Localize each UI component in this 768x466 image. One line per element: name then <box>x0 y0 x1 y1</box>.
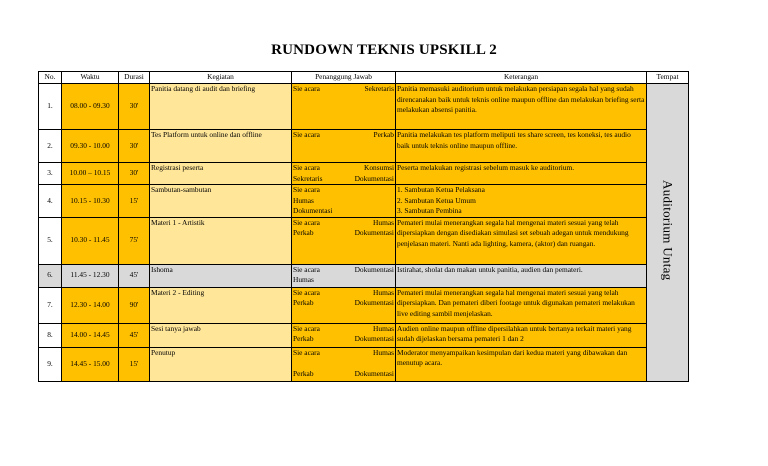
cell-kegiatan: Sesi tanya jawab <box>150 323 292 347</box>
pj-left: Dokumentasi <box>293 206 333 216</box>
pj-left: Sie acara <box>293 264 320 274</box>
cell-keterangan: Istirahat, sholat dan makan untuk panitia, audien dan pemateri. <box>396 264 647 287</box>
cell-keterangan: Panitia melakukan tes platform meliputi tes share screen, tes koneksi, tes audio baik untuk teknis online maupun offline. <box>396 130 647 163</box>
cell-no: 5. <box>39 217 62 264</box>
cell-kegiatan: Materi 2 - Editing <box>150 287 292 323</box>
cell-no: 6. <box>39 264 62 287</box>
cell-durasi: 30' <box>119 163 150 185</box>
cell-waktu: 11.45 - 12.30 <box>62 264 119 287</box>
pj-right: Humas <box>373 217 394 227</box>
pj-right: Humas <box>373 347 394 357</box>
table-row <box>39 264 689 287</box>
pj-right: Sekretaris <box>364 84 394 93</box>
document-title: RUNDOWN TEKNIS UPSKILL 2 <box>271 42 497 58</box>
cell-kegiatan: Tes Platform untuk online dan offline <box>150 130 292 163</box>
table-header-row <box>39 72 689 84</box>
cell-waktu: 12.30 - 14.00 <box>62 287 119 323</box>
cell-no: 3. <box>39 163 62 185</box>
pj-right: Humas <box>373 287 394 297</box>
pj-right: Dokumentasi <box>354 173 394 183</box>
pj-left: Sie acara <box>293 347 320 357</box>
header-keterangan: Keterangan <box>396 72 647 84</box>
cell-no: 2. <box>39 130 62 163</box>
cell-keterangan: Panitia memasuki auditorium untuk melakukan persiapan segala hal yang sudah direncanakan baik untuk teknis online maupun offline dan melakukan briefing serta melakukan absensi panitia. <box>396 84 647 130</box>
pj-right: Humas <box>373 323 394 333</box>
pj-right: Konsumsi <box>364 163 394 172</box>
cell-kegiatan: Penutup <box>150 347 292 381</box>
cell-durasi: 75' <box>119 217 150 264</box>
table-row <box>39 84 689 130</box>
cell-keterangan: Peserta melakukan registrasi sebelum masuk ke auditorium. <box>396 163 647 185</box>
cell-keterangan: Moderator menyampaikan kesimpulan dari kedua materi yang dibawakan dan menutup acara. <box>396 347 647 381</box>
table-row <box>39 130 689 163</box>
pj-right: Dokumentasi <box>354 264 394 274</box>
cell-durasi: 15' <box>119 185 150 218</box>
cell-waktu: 08.00 - 09.30 <box>62 84 119 130</box>
cell-waktu: 09.30 - 10.00 <box>62 130 119 163</box>
table-row <box>39 185 689 218</box>
cell-tempat <box>647 84 689 382</box>
cell-durasi: 45' <box>119 323 150 347</box>
keterangan-item: 2. Sambutan Ketua Umum <box>397 195 476 205</box>
pj-right: Dokumentasi <box>354 298 394 308</box>
cell-waktu: 14.45 - 15.00 <box>62 347 119 381</box>
header-waktu: Waktu <box>62 72 119 84</box>
pj-right: Perkab <box>373 130 394 139</box>
cell-no: 4. <box>39 185 62 218</box>
cell-durasi: 45' <box>119 264 150 287</box>
cell-penanggung-jawab <box>292 264 396 287</box>
cell-penanggung-jawab <box>292 323 396 347</box>
pj-left: Perkab <box>293 369 314 379</box>
cell-kegiatan: Registrasi peserta <box>150 163 292 185</box>
table-row <box>39 323 689 347</box>
cell-durasi: 90' <box>119 287 150 323</box>
cell-penanggung-jawab <box>292 217 396 264</box>
cell-waktu: 10.00 – 10.15 <box>62 163 119 185</box>
cell-penanggung-jawab <box>292 347 396 381</box>
cell-penanggung-jawab <box>292 84 396 130</box>
pj-left: Perkab <box>293 334 314 344</box>
pj-left: Sie acara <box>293 163 320 172</box>
header-no: No. <box>39 72 62 84</box>
cell-keterangan <box>396 185 647 218</box>
cell-waktu: 10.30 - 11.45 <box>62 217 119 264</box>
cell-kegiatan: Sambutan-sambutan <box>150 185 292 218</box>
pj-right: Dokumentasi <box>354 369 394 379</box>
cell-keterangan: Pemateri mulai menerangkan segala hal mengenai materi sesuai yang telah dipersiapkan dengan disediakan simulasi set sebuah adegan untuk mendukung penjelasan materi. Nanti ada lighting, kamera, (aktor) dan ruangan. <box>396 217 647 264</box>
cell-durasi: 15' <box>119 347 150 381</box>
cell-kegiatan: Materi 1 - Artistik <box>150 217 292 264</box>
cell-penanggung-jawab <box>292 163 396 185</box>
header-kegiatan: Kegiatan <box>150 72 292 84</box>
cell-keterangan: Pemateri mulai menerangkan segala hal mengenai materi sesuai yang telah dipersiapkan. Dan pemateri diberi footage untuk digunakan pemateri melakukan live editing sambil menjelaskan. <box>396 287 647 323</box>
pj-left: Sie acara <box>293 217 320 227</box>
header-penanggung-jawab: Penanggung Jawab <box>292 72 396 84</box>
cell-no: 8. <box>39 323 62 347</box>
pj-left: Sekretaris <box>293 173 323 183</box>
keterangan-item: 3. Sambutan Pembina <box>397 206 462 216</box>
pj-left: Sie acara <box>293 323 320 333</box>
pj-right: Dokumentasi <box>354 334 394 344</box>
pj-left: Humas <box>293 195 314 205</box>
pj-left: Sie acara <box>293 287 320 297</box>
cell-no: 9. <box>39 347 62 381</box>
header-tempat: Tempat <box>647 72 689 84</box>
cell-kegiatan: Panitia datang di audit dan briefing <box>150 84 292 130</box>
pj-left: Perkab <box>293 228 314 238</box>
cell-no: 1. <box>39 84 62 130</box>
cell-no: 7. <box>39 287 62 323</box>
cell-waktu: 14.00 - 14.45 <box>62 323 119 347</box>
cell-durasi: 30' <box>119 130 150 163</box>
table-row <box>39 287 689 323</box>
table-row <box>39 163 689 185</box>
pj-left: Sie acara <box>293 84 320 93</box>
tempat-label: Auditorium Untag <box>660 180 676 281</box>
cell-kegiatan: Ishoma <box>150 264 292 287</box>
cell-penanggung-jawab <box>292 185 396 218</box>
pj-left: Sie acara <box>293 185 320 195</box>
pj-left: Perkab <box>293 298 314 308</box>
pj-left: Sie acara <box>293 130 320 139</box>
cell-penanggung-jawab <box>292 130 396 163</box>
cell-waktu: 10.15 - 10.30 <box>62 185 119 218</box>
table-row <box>39 347 689 381</box>
table-row <box>39 217 689 264</box>
cell-durasi: 30' <box>119 84 150 130</box>
cell-penanggung-jawab <box>292 287 396 323</box>
pj-left: Humas <box>293 275 314 285</box>
cell-keterangan: Audien online maupun offline dipersilahkan untuk bertanya terkait materi yang sudah dijelaskan bersama pemateri 1 dan 2 <box>396 323 647 347</box>
keterangan-item: 1. Sambutan Ketua Pelaksana <box>397 185 485 195</box>
rundown-table <box>38 71 689 382</box>
pj-right: Dokumentasi <box>354 228 394 238</box>
header-durasi: Durasi <box>119 72 150 84</box>
